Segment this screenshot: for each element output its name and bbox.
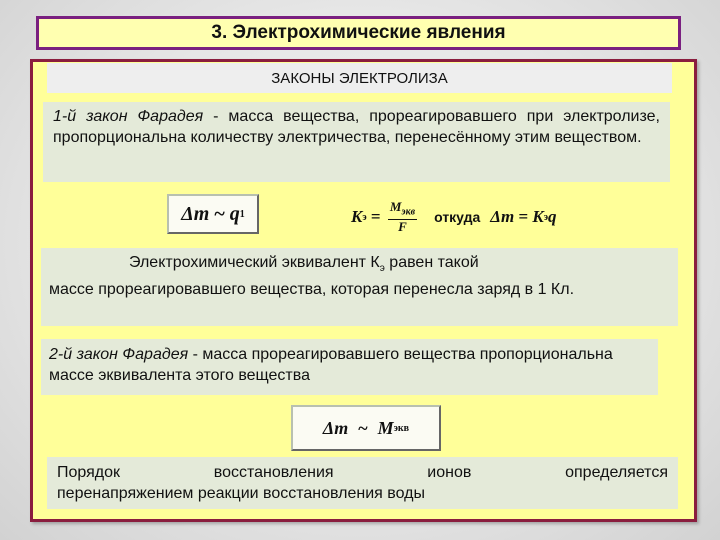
formula2-rhs-sub: э	[543, 211, 549, 223]
content-panel	[30, 59, 697, 522]
formula1-delta-m: Δm	[181, 202, 210, 225]
equiv-line1: Электрохимический эквивалент К	[129, 254, 380, 271]
formula2-k-sub: э	[362, 211, 367, 223]
equivalent-definition-line1	[49, 252, 670, 279]
formula3-m: M	[377, 417, 394, 438]
slide-title-text: 3. Электрохимические явления	[211, 22, 506, 43]
formula2-num: M	[389, 198, 402, 214]
formula-mass-equivalent	[291, 405, 441, 451]
order-line2: перенапряжением реакции восстановления воды	[57, 485, 425, 502]
order-line1: Порядок восстановления ионов определяется	[57, 464, 668, 481]
formula2-rhs: Δm = K	[490, 207, 544, 226]
formula-equivalent	[345, 196, 615, 238]
formula1-sim: ~	[209, 202, 230, 225]
formula2-eq: =	[366, 207, 385, 226]
formula3-m-sub: экв	[393, 422, 410, 434]
second-law-name: 2-й закон Фарадея	[49, 346, 189, 363]
first-law-box	[43, 102, 670, 182]
formula2-numerator	[388, 200, 417, 221]
formula2-rhs-q: q	[548, 207, 557, 226]
laws-heading-text: ЗАКОНЫ ЭЛЕКТРОЛИЗА	[271, 69, 448, 87]
formula2-fraction	[388, 200, 417, 235]
formula2-otkuda: откуда	[434, 209, 481, 225]
formula1-q: q	[229, 202, 240, 225]
formula2-denominator: F	[398, 219, 407, 235]
equiv-rest: массе прореагировавшего вещества, которая перенесла заряд в 1 Кл.	[49, 281, 575, 299]
formula1-q-sub: 1	[239, 208, 245, 220]
second-law-box	[41, 339, 658, 395]
laws-heading	[47, 63, 672, 93]
formula-mass-charge	[167, 194, 259, 234]
equiv-line1-rest: равен такой	[384, 254, 479, 271]
formula2-k: K	[351, 207, 363, 226]
formula2-num-sub: экв	[401, 206, 416, 218]
equiv-line1-sub: э	[379, 263, 385, 275]
second-law-text: - масса прореагировавшего вещества пропорциональна массе эквивалента этого вещества	[49, 346, 613, 384]
first-law-text: - масса вещества, прореагировавшего при электролизе, пропорциональна количеству электричества, перенесённому этим веществом.	[53, 108, 660, 146]
reduction-order-box	[47, 457, 678, 509]
slide-title	[36, 16, 681, 50]
equivalent-definition-box	[41, 248, 678, 326]
formula3-sim: ~	[358, 417, 368, 438]
first-law-name: 1-й закон Фарадея	[53, 108, 204, 125]
formula3-delta-m: Δm	[322, 417, 349, 438]
